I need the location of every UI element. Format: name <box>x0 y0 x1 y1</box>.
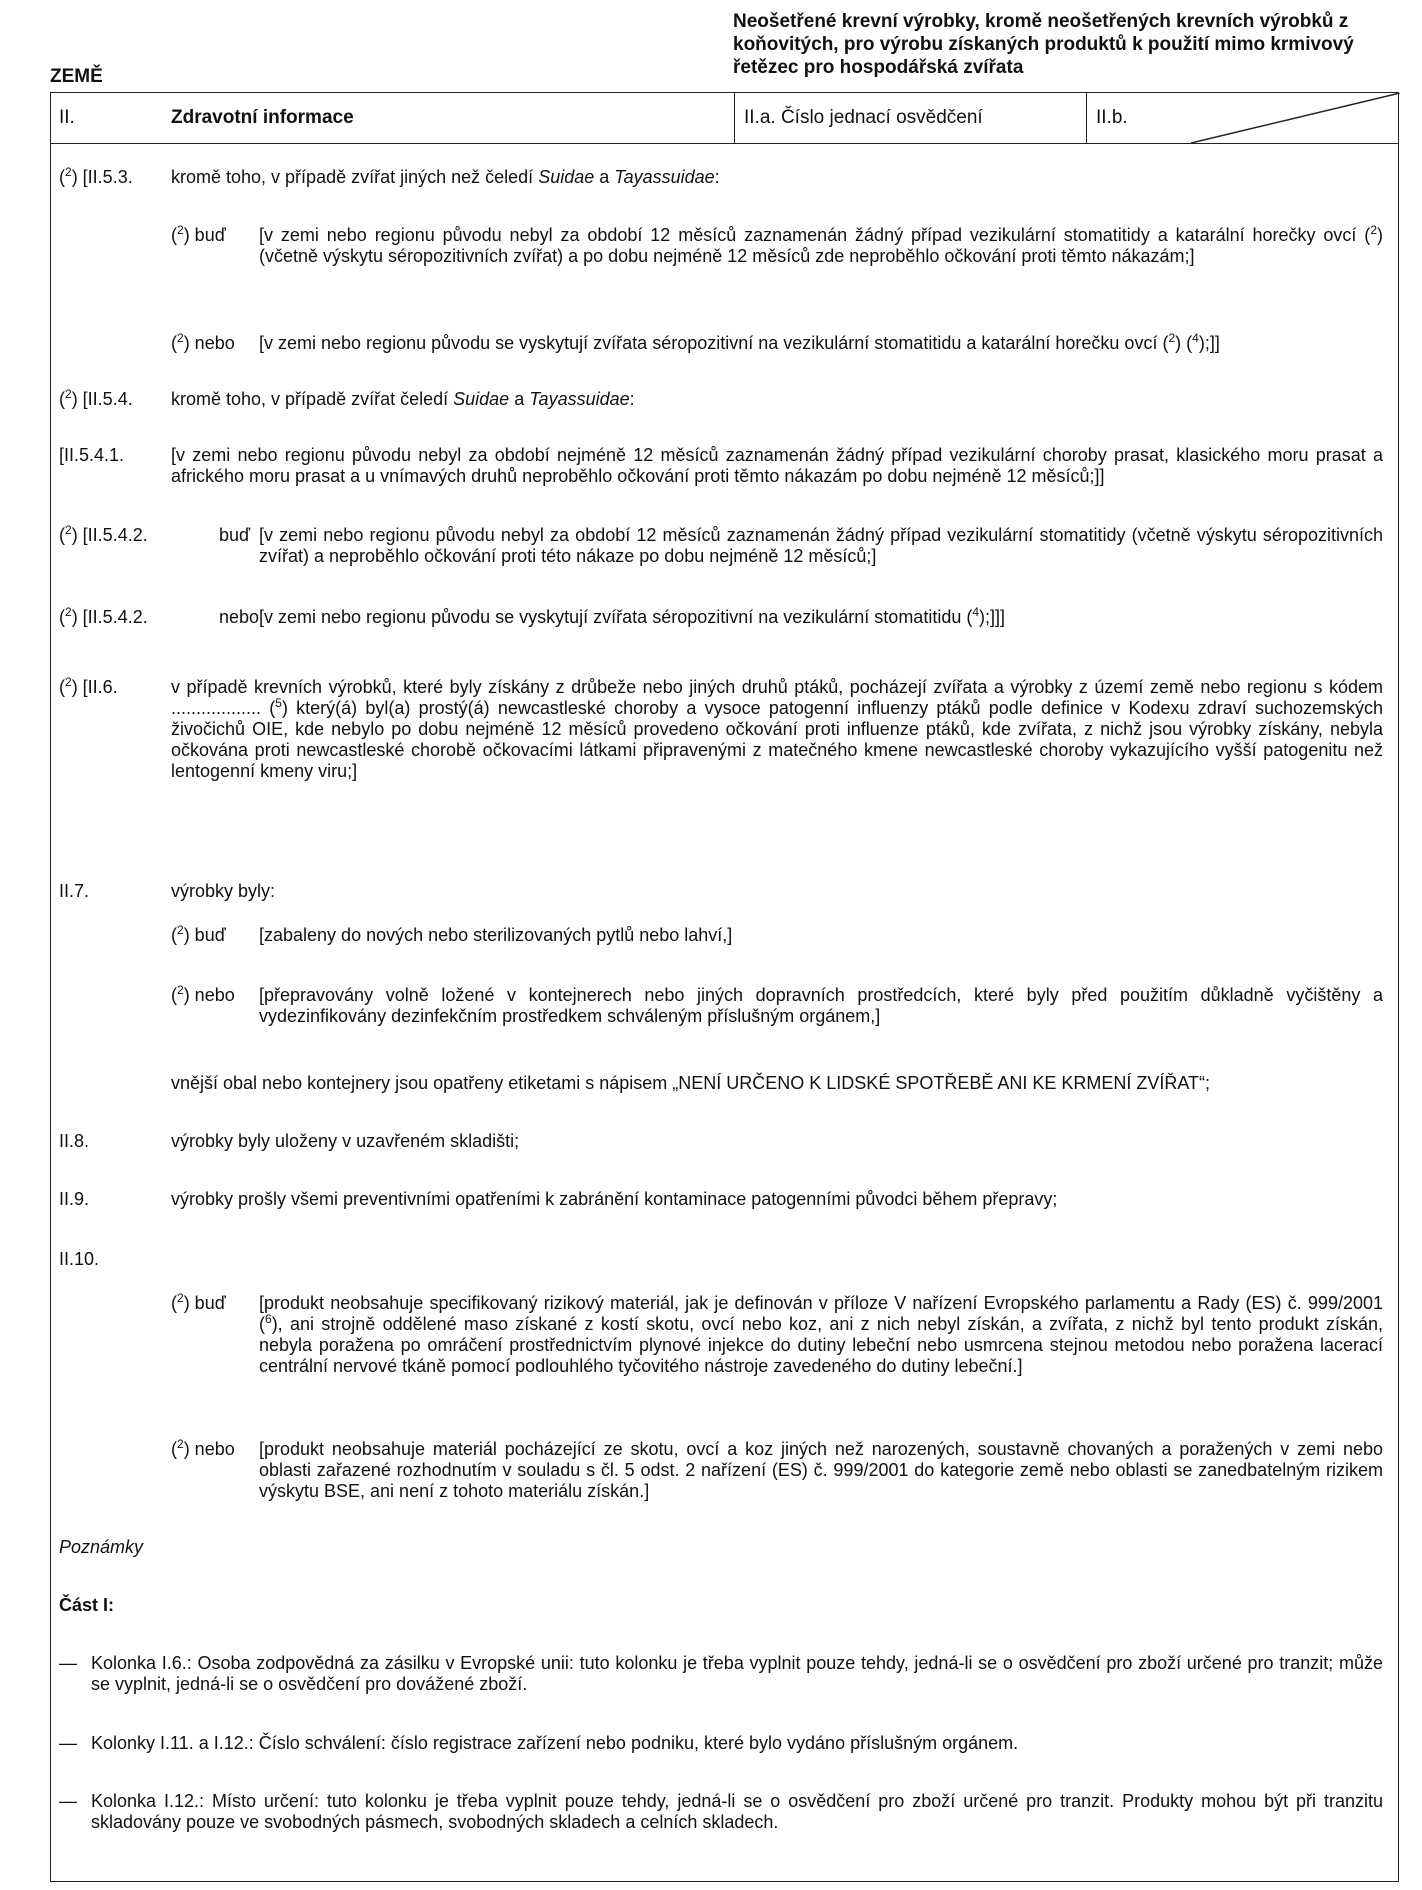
note-text: Kolonka I.12.: Místo určení: tuto kolonku je třeba vyplnit pouze tehdy, jedná-li se o osvědčení pro zboží určené pro tranzit. Produkty mohou být při tranzitu skladovány pouze ve svobodných pásmech, svobodných skladech a celních skladech. <box>91 1791 1383 1832</box>
bar-divider <box>1086 93 1087 143</box>
reference-number-label: II.a. Číslo jednací osvědčení <box>744 107 983 128</box>
section-label: Zdravotní informace <box>171 107 354 128</box>
option-text: [produkt neobsahuje materiál pocházející ze skotu, ovcí a koz jiných než narozených, soustavně chovaných a poražených v zemi nebo oblasti zařazené rozhodnutím v souladu s čl. 5 odst. 2 nařízení (ES) č. 999/2001 do kategorie země nebo oblasti se zanedbatelným rizikem výskytu BSE, ani není z tohoto materiálu získán.] <box>259 1439 1383 1501</box>
note-dash: — <box>59 1653 77 1673</box>
notes-part-heading: Část I: <box>59 1595 115 1615</box>
option-label: ($^2$) nebo <box>171 1437 235 1459</box>
note-text: Kolonka I.6.: Osoba zodpovědná za zásilku v Evropské unii: tuto kolonku je třeba vyplnit pouze tehdy, jedná-li se o osvědčení pro zboží určené pro tranzit; může se vyplnit, jedná-li se o osvědčení pro dovážené zboží. <box>91 1653 1383 1694</box>
option-label: ($^2$) buď <box>171 223 226 245</box>
option-label: ($^2$) buď <box>171 1291 226 1313</box>
country-label: ZEMĚ <box>50 66 103 87</box>
item-text: vnější obal nebo kontejnery jsou opatřeny etiketami s nápisem „NENÍ URČENO K LIDSKÉ SPOTŘEBĚ ANI KE KRMENÍ ZVÍŘAT“; <box>171 1073 1211 1093</box>
item-number: ($^2$) [II.6. <box>59 675 118 697</box>
option-text: [zabaleny do nových nebo sterilizovaných pytlů nebo lahví,] <box>259 925 733 945</box>
item-text: kromě toho, v případě zvířat čeledí Suidae a Tayassuidae: <box>171 389 635 409</box>
certificate-title: Neošetřené krevní výrobky, kromě neošetřených krevních výrobků z koňovitých, pro výrobu získaných produktů k použití mimo krmivový řetězec pro hospodářská zvířata <box>733 11 1354 78</box>
item-number: II.9. <box>59 1189 90 1209</box>
item-number: ($^2$) [II.5.3. <box>59 165 133 187</box>
note-text: Kolonky I.11. a I.12.: Číslo schválení: číslo registrace zařízení nebo podniku, které bylo vydáno příslušným orgánem. <box>91 1733 1019 1753</box>
item-text: kromě toho, v případě zvířat jiných než čeledí Suidae a Tayassuidae: <box>171 167 720 187</box>
item-number: ($^2$) [II.5.4.2. <box>59 605 148 627</box>
item-number: [II.5.4.1. <box>59 445 125 465</box>
bar-divider <box>734 93 735 143</box>
option-label: buď <box>219 525 251 545</box>
reference-b-label: II.b. <box>1096 107 1128 128</box>
item-number: II.10. <box>59 1249 100 1269</box>
note-dash: — <box>59 1791 77 1811</box>
option-text: [v zemi nebo regionu původu se vyskytují zvířata séropozitivní na vezikulární stomatitidu a katarální horečku ovcí ($^2$) ($^4$);]] <box>259 331 1220 353</box>
option-label: nebo <box>219 607 260 627</box>
option-label: ($^2$) buď <box>171 923 226 945</box>
option-text: [v zemi nebo regionu původu nebyl za období 12 měsíců zaznamenán žádný případ vezikulární stomatitidy (včetně výskytu séropozitivních zvířat) a neproběhlo očkování proti této nákaze po dobu nejméně 12 měsíců;] <box>259 525 1383 566</box>
section-number: II. <box>59 107 75 128</box>
option-label: ($^2$) nebo <box>171 983 235 1005</box>
notes-heading: Poznámky <box>59 1537 144 1557</box>
note-dash: — <box>59 1733 77 1753</box>
item-number: ($^2$) [II.5.4.2. <box>59 523 148 545</box>
item-text: [v zemi nebo regionu původu nebyl za období nejméně 12 měsíců zaznamenán žádný případ vezikulární choroby prasat, klasického moru prasat a afrického moru prasat a u vnímavých druhů neproběhlo očkování proti těmto nákazám po dobu nejméně 12 měsíců;]] <box>171 445 1383 486</box>
option-label: ($^2$) nebo <box>171 331 235 353</box>
section-header-bar <box>51 93 1398 144</box>
certificate-frame <box>50 92 1399 1882</box>
item-text: výrobky byly: <box>171 881 276 901</box>
option-text: [produkt neobsahuje specifikovaný rizikový materiál, jak je definován v příloze V nařízení Evropského parlamentu a Rady (ES) č. 999/2001 ($^6$), ani strojně oddělené maso získané z kostí skotu, ovcí nebo koz, ani z nich nebyl získán, a zvířata, z nichž byl tento produkt získán, nebyla poražena po omráčení prostřednictvím plynové injekce do dutiny lebeční nebo usmrcena stejnou metodou nebo poražena lacerací centrální nervové tkáně pomocí podlouhlého tyčovitého nástroje zavedeného do dutiny lebeční.] <box>259 1293 1383 1376</box>
diagonal-line <box>1191 93 1400 143</box>
option-text: [přepravovány volně ložené v kontejnerech nebo jiných dopravních prostředcích, které byly před použitím důkladně vyčištěny a vydezinfikovány dezinfekčním prostředkem schváleným příslušným orgánem,] <box>259 985 1383 1026</box>
item-number: II.7. <box>59 881 90 901</box>
item-number: II.8. <box>59 1131 90 1151</box>
item-text: v případě krevních výrobků, které byly získány z drůbeže nebo jiných druhů ptáků, pocházejí zvířata a výrobky z území země nebo regionu s kódem .................. ($^5$) který(á) byl(a) prostý(á) newcastleské choroby a vysoce patogenní influenzy ptáků podle definice v Kodexu zdraví suchozemských živočichů OIE, kde nebylo po dobu nejméně 12 měsíců provedeno očkování proti influenze ptáků, kde zvířata, z nichž jsou výrobky získány, nebyla očkována proti newcastleské chorobě očkovacími látkami připravenými z matečného kmene newcastleské choroby vykazujícího vyšší patogenitu než lentogenní kmeny viru;] <box>171 677 1384 781</box>
option-text: [v zemi nebo regionu původu nebyl za období 12 měsíců zaznamenán žádný případ vezikulární stomatitidy a katarální horečky ovcí ($^2$) (včetně výskytu séropozitivních zvířat) a po dobu nejméně 12 měsíců zde neproběhlo očkování proti těmto nákazám;] <box>259 223 1383 266</box>
item-text: výrobky byly uloženy v uzavřeném skladišti; <box>171 1131 520 1151</box>
item-number: ($^2$) [II.5.4. <box>59 387 133 409</box>
item-text: výrobky prošly všemi preventivními opatřeními k zabránění kontaminace patogenními původci během přepravy; <box>171 1189 1058 1209</box>
option-text: [v zemi nebo regionu původu se vyskytují zvířata séropozitivní na vezikulární stomatitidu ($^4$);]]] <box>259 605 1006 627</box>
